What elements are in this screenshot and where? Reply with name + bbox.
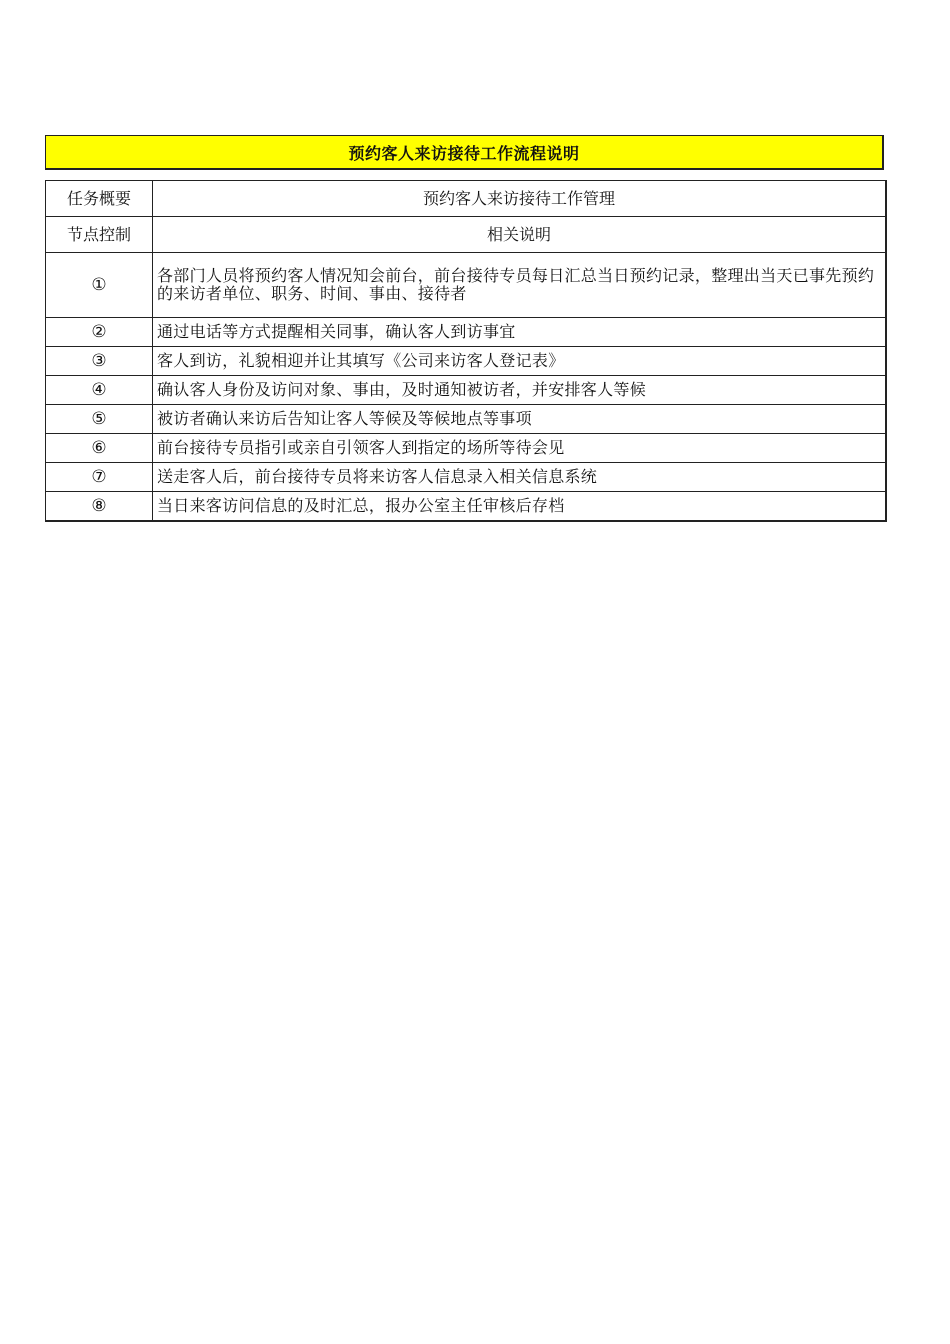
step-description: 各部门人员将预约客人情况知会前台，前台接待专员每日汇总当日预约记录，整理出当天已事先预约的来访者单位、职务、时间、事由、接待者 <box>153 253 887 318</box>
overview-value: 预约客人来访接待工作管理 <box>153 181 887 217</box>
step-node: ⑦ <box>46 463 153 492</box>
table-row <box>46 405 887 434</box>
step-node: ③ <box>46 347 153 376</box>
table-row <box>46 376 887 405</box>
step-node: ⑥ <box>46 434 153 463</box>
table-row <box>46 318 887 347</box>
process-table <box>45 180 887 522</box>
step-description: 客人到访，礼貌相迎并让其填写《公司来访客人登记表》 <box>153 347 887 376</box>
step-description: 前台接待专员指引或亲自引领客人到指定的场所等待会见 <box>153 434 887 463</box>
step-node: ④ <box>46 376 153 405</box>
step-description: 当日来客访问信息的及时汇总，报办公室主任审核后存档 <box>153 492 887 522</box>
step-node: ⑤ <box>46 405 153 434</box>
document-title <box>45 135 884 170</box>
step-node: ⑧ <box>46 492 153 522</box>
table-row <box>46 347 887 376</box>
overview-row <box>46 181 887 217</box>
step-description: 被访者确认来访后告知让客人等候及等候地点等事项 <box>153 405 887 434</box>
description-header: 相关说明 <box>153 217 887 253</box>
table-row <box>46 434 887 463</box>
document-title-text: 预约客人来访接待工作流程说明 <box>348 143 580 163</box>
step-description: 确认客人身份及访问对象、事由，及时通知被访者，并安排客人等候 <box>153 376 887 405</box>
node-control-header: 节点控制 <box>46 217 153 253</box>
step-node: ① <box>46 253 153 318</box>
step-node: ② <box>46 318 153 347</box>
overview-label: 任务概要 <box>46 181 153 217</box>
table-row <box>46 253 887 318</box>
step-description: 送走客人后，前台接待专员将来访客人信息录入相关信息系统 <box>153 463 887 492</box>
table-row <box>46 492 887 522</box>
step-description: 通过电话等方式提醒相关同事，确认客人到访事宜 <box>153 318 887 347</box>
header-row <box>46 217 887 253</box>
table-row <box>46 463 887 492</box>
